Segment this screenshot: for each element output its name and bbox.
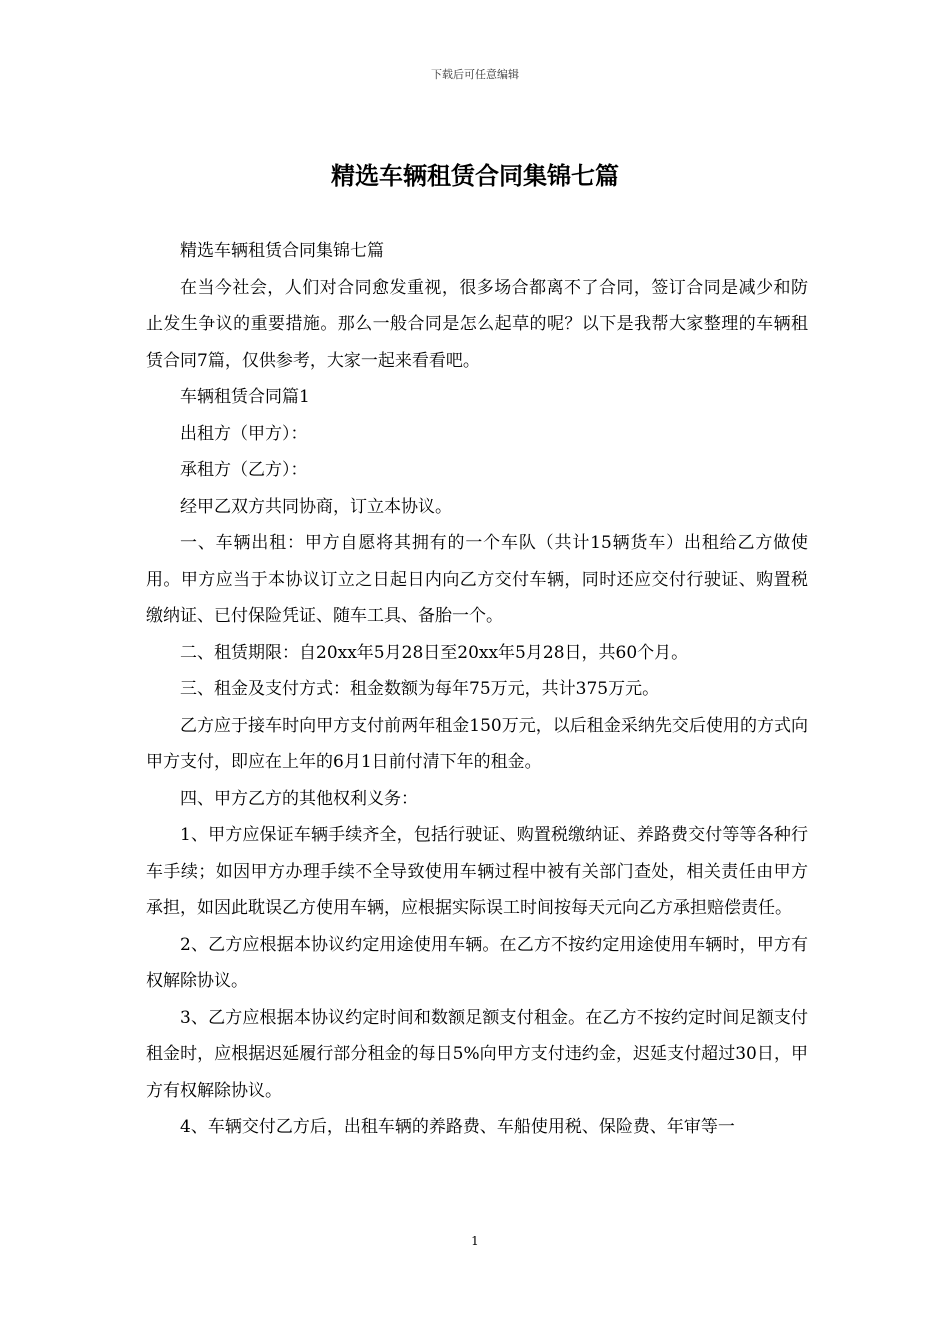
paragraph: 3、乙方应根据本协议约定时间和数额足额支付租金。在乙方不按约定时间足额支付租金时，应根据迟延履行部分租金的每日5%向甲方支付违约金，迟延支付超过30日，甲方有权解除协议。: [146, 1007, 808, 1101]
paragraph: 在当今社会，人们对合同愈发重视，很多场合都离不了合同，签订合同是减少和防止发生争议的重要措施。那么一般合同是怎么起草的呢？以下是我帮大家整理的车辆租赁合同7篇，仅供参考，大家一起来看看吧。: [146, 277, 808, 371]
paragraph: 二、租赁期限：自20xx年5月28日至20xx年5月28日，共60个月。: [180, 642, 689, 663]
page-header-note: 下载后可任意编辑: [431, 68, 519, 81]
paragraph: 1、甲方应保证车辆手续齐全，包括行驶证、购置税缴纳证、养路费交付等等各种行车手续；如因甲方办理手续不全导致使用车辆过程中被有关部门查处，相关责任由甲方承担，如因此耽误乙方使用车辆，应根据实际误工时间按每天元向乙方承担赔偿责任。: [146, 825, 808, 918]
page-title: 精选车辆租赁合同集锦七篇: [331, 161, 619, 190]
paragraph: 承租方（乙方）：: [180, 460, 308, 480]
page-number: 1: [471, 1234, 479, 1248]
paragraph: 车辆租赁合同篇1: [180, 387, 310, 407]
paragraph: 2、乙方应根据本协议约定用途使用车辆。在乙方不按约定用途使用车辆时，甲方有权解除协议。: [146, 934, 808, 991]
paragraph: 出租方（甲方）：: [180, 423, 308, 444]
paragraph: 经甲乙双方共同协商，订立本协议。: [180, 496, 452, 517]
paragraph: 4、车辆交付乙方后，出租车辆的养路费、车船使用税、保险费、年审等一: [180, 1117, 735, 1137]
paragraph: 三、租金及支付方式：租金数额为每年75万元，共计375万元。: [180, 679, 660, 699]
paragraph: 乙方应于接车时向甲方支付前两年租金150万元，以后租金采纳先交后使用的方式向甲方支付，即应在上年的6月1日前付清下年的租金。: [146, 715, 808, 772]
paragraph: 四、甲方乙方的其他权利义务：: [180, 788, 418, 809]
paragraph: 一、车辆出租：甲方自愿将其拥有的一个车队（共计15辆货车）出租给乙方做使用。甲方应当于本协议订立之日起日内向乙方交付车辆，同时还应交付行驶证、购置税缴纳证、已付保险凭证、随车工具、备胎一个。: [146, 533, 808, 626]
paragraph: 精选车辆租赁合同集锦七篇: [180, 241, 384, 261]
document-body: [146, 233, 808, 1146]
